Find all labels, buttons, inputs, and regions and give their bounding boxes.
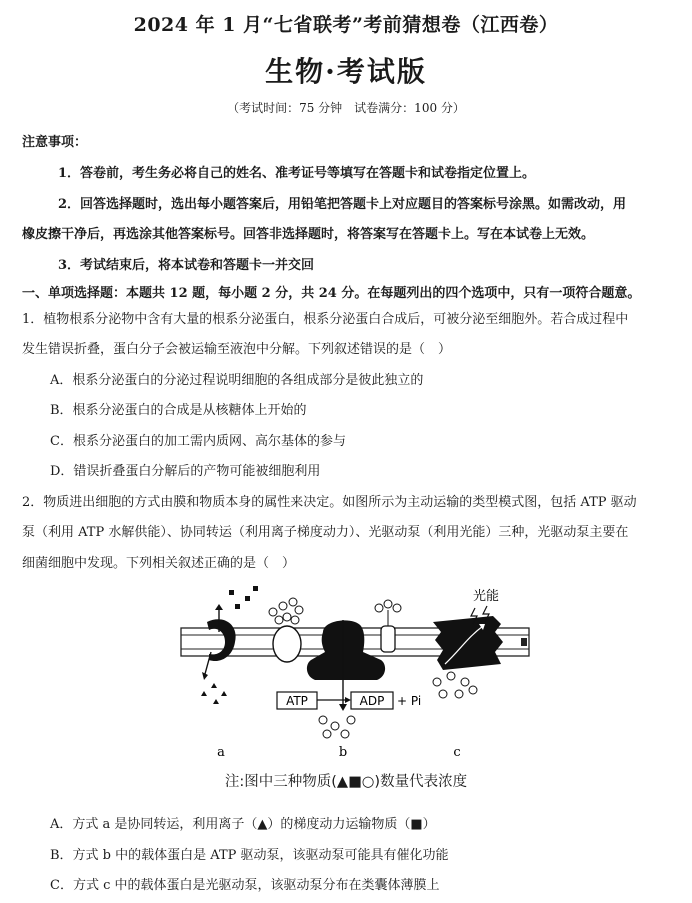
q1-stem-line-2: 发生错误折叠，蛋白分子会被运输至液泡中分解。下列叙述错误的是（ ）: [22, 342, 452, 357]
notes-item-1: 1．答卷前，考生务必将自己的姓名、准考证号等填写在答题卡和试卷指定位置上。: [58, 166, 536, 181]
active-transport-diagram: [175, 580, 535, 770]
q1-option-a: A．根系分泌蛋白的分泌过程说明细胞的各组成部分是彼此独立的: [50, 373, 424, 388]
exam-info: （考试时间：75 分钟 试卷满分：100 分）: [227, 101, 465, 115]
circles-below-b: [319, 716, 355, 738]
label-c: c: [453, 745, 461, 760]
q2-option-a: A．方式 a 是协同转运，利用离子（▲）的梯度动力运输物质（■）: [50, 817, 436, 832]
notes-item-2-line-2: 橡皮擦干净后，再选涂其他答案标号。回答非选择题时，将答案写在答题卡上。写在本试卷上无效。: [22, 227, 595, 242]
exam-title: 2024 年 1 月“七省联考”考前猜想卷（江西卷）: [133, 14, 559, 36]
atp-label: ATP: [286, 694, 308, 708]
circles-below-c: [433, 672, 477, 698]
notes-item-2-line-1: 2．回答选择题时，选出每小题答案后，用铅笔把答题卡上对应题目的答案标号涂黑。如需改动，用: [58, 197, 627, 212]
q1-option-b: B．根系分泌蛋白的合成是从核糖体上开始的: [50, 403, 307, 418]
q2-option-c: C．方式 c 中的载体蛋白是光驱动泵，该驱动泵分布在类囊体薄膜上: [50, 878, 440, 893]
atp-adp-reaction: [277, 692, 421, 709]
q2-option-b: B．方式 b 中的载体蛋白是 ATP 驱动泵，该驱动泵可能具有催化功能: [50, 848, 449, 863]
q1-option-d: D．错误折叠蛋白分解后的产物可能被细胞利用: [50, 464, 321, 479]
transporter-c-light-pump: [433, 588, 503, 670]
q2-stem-line-1: 2．物质进出细胞的方式由膜和物质本身的属性来决定。如图所示为主动运输的类型模式图，包括 ATP 驱动: [22, 495, 637, 510]
label-b: b: [338, 745, 348, 760]
q2-stem-line-3: 细菌细胞中发现。下列相关叙述正确的是（ ）: [22, 556, 296, 571]
q1-option-c: C．根系分泌蛋白的加工需内质网、高尔基体的参与: [50, 434, 346, 449]
triangles-intracellular: [201, 683, 227, 704]
figure-note: 注:图中三种物质(▲■○)数量代表浓度: [224, 774, 468, 790]
notes-item-3: 3．考试结束后，将本试卷和答题卡一并交回: [58, 258, 315, 273]
notes-heading: 注意事项：: [22, 135, 88, 150]
q1-stem-line-1: 1．植物根系分泌物中含有大量的根系分泌蛋白，根系分泌蛋白合成后，可被分泌至细胞外。若合成过程中: [22, 312, 629, 327]
pi-label: + Pi: [397, 694, 422, 708]
section-1-heading: 一、单项选择题：本题共 12 题，每小题 2 分，共 24 分。在每题列出的四个选项中，只有一项符合题意。: [22, 286, 641, 301]
squares-extracellular: [229, 586, 258, 609]
label-a: a: [217, 745, 225, 760]
q2-stem-line-2: 泵（利用 ATP 水解供能）、协同转运（利用离子梯度动力）、光驱动泵（利用光能）三种，光驱动泵主要在: [22, 525, 629, 540]
exam-subtitle: 生物·考试版: [265, 55, 427, 88]
light-energy-label: 光能: [473, 589, 500, 604]
adp-label: ADP: [359, 694, 385, 708]
